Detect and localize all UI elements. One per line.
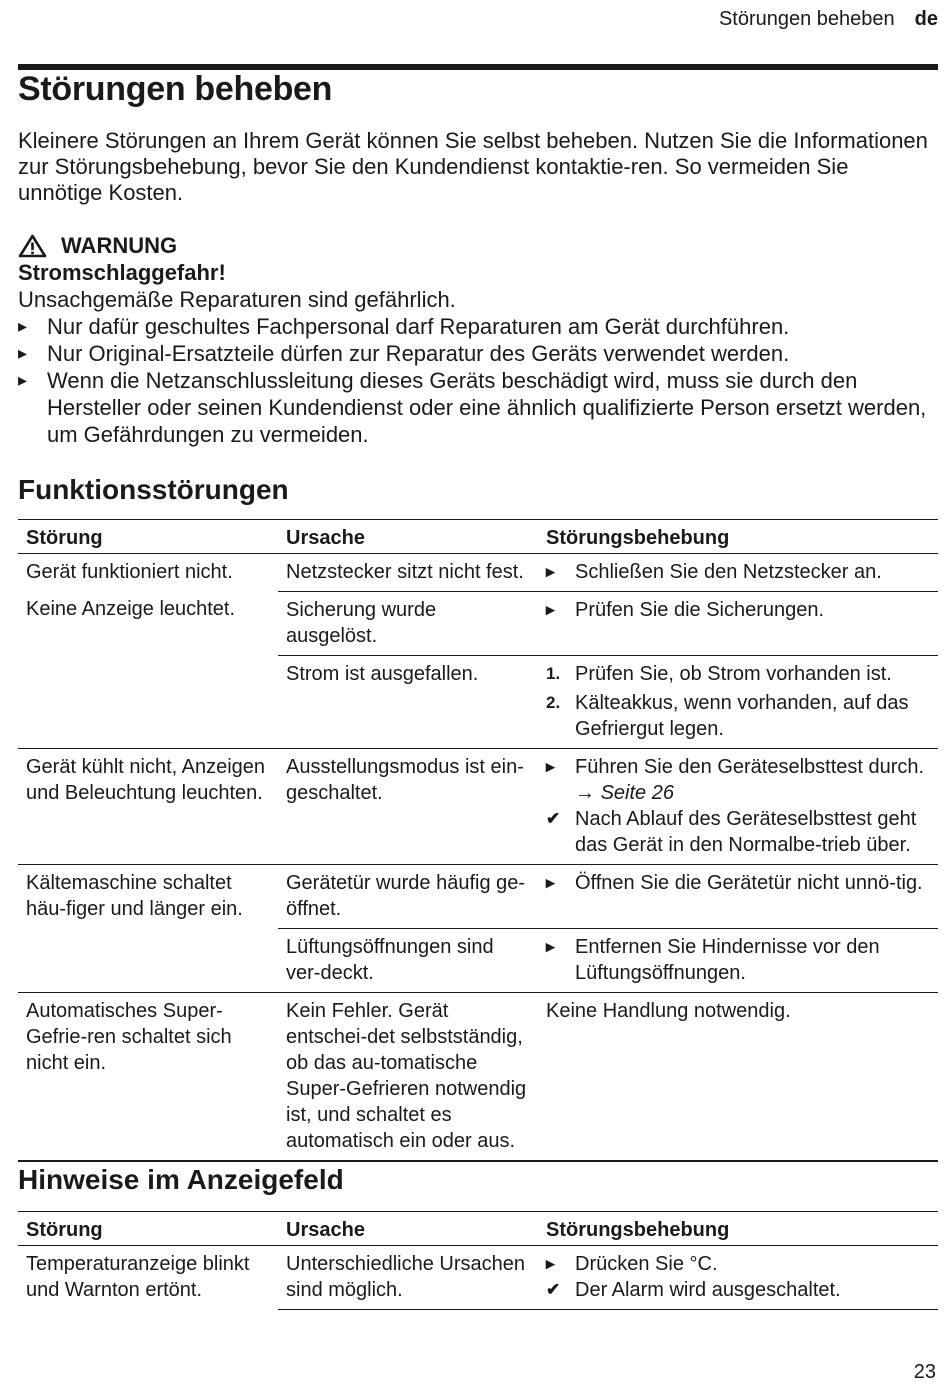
remedy-text: Entfernen Sie Hindernisse vor den Lüftungsöffnungen. (575, 936, 880, 984)
check-icon: ✔ (546, 809, 561, 828)
remedy-cell (538, 1246, 938, 1310)
functional-table (18, 519, 938, 1162)
cause-cell: Gerätetür wurde häufig ge-öffnet. (278, 865, 538, 929)
remedy-cell (538, 592, 938, 656)
cause-cell: Kein Fehler. Gerät entschei-det selbstständig, ob das au-tomatische Super-Gefrieren notwendig ist, und schaltet es automatisch ein oder aus. (286, 1000, 527, 1152)
remedy-cell (538, 554, 938, 592)
display-hints-table (18, 1211, 938, 1310)
check-icon: ✔ (546, 1280, 561, 1299)
arrow-bullet-icon: ▸ (546, 1254, 555, 1273)
warning-title: Stromschlaggefahr! (18, 260, 226, 285)
remedy-text: Führen Sie den Geräteselbsttest durch. (575, 756, 925, 778)
page-reference-link[interactable]: Seite 26 (600, 782, 674, 804)
table-row (18, 865, 938, 929)
remedy-cell (538, 929, 938, 993)
arrow-bullet-icon: ▸ (546, 937, 555, 956)
arrow-bullet-icon: ▸ (546, 873, 555, 892)
remedy-text: Prüfen Sie, ob Strom vorhanden ist. (575, 663, 892, 685)
table-row (18, 749, 938, 865)
page-title: Störungen beheben (18, 70, 333, 108)
warning-bullet: ▸ Wenn die Netzanschlussleitung dieses Geräts beschädigt wird, muss sie durch den Hersteller oder seinen Kundendienst oder eine ähnlich qualifizierte Person ersetzt werden, um Gefährdungen zu vermeiden. (18, 367, 938, 448)
intro-paragraph: Kleinere Störungen an Ihrem Gerät können Sie selbst beheben. Nutzen Sie die Informationen zur Störungsbehebung, bevor Sie den Kundendienst kontaktie-ren. So vermeiden Sie unnötige Kosten. (18, 128, 928, 205)
remedy-cell (538, 656, 938, 749)
symptom-cell: Gerät kühlt nicht, Anzeigen und Beleuchtung leuchten. (18, 749, 278, 865)
arrow-bullet-icon: ▸ (546, 600, 555, 619)
cause-cell: Sicherung wurde ausgelöst. (278, 592, 538, 656)
page-reference-arrow-icon: → (575, 782, 595, 804)
remedy-text: Öffnen Sie die Gerätetür nicht unnö-tig. (575, 872, 923, 894)
remedy-text: Kälteakkus, wenn vorhanden, auf das Gefriergut legen. (575, 692, 909, 740)
running-title: Störungen beheben (718, 8, 895, 30)
table-row (18, 1246, 938, 1310)
remedy-cell (538, 865, 938, 929)
symptom-cell (18, 554, 278, 749)
symptom-text: Gerät funktioniert nicht. (26, 561, 233, 583)
result-text: Der Alarm wird ausgeschaltet. (575, 1279, 841, 1301)
remedy-text: Drücken Sie (575, 1253, 684, 1275)
step-number: 2. (546, 693, 561, 712)
functional-heading: Funktionsstörungen (18, 474, 289, 505)
symptom-cell: Automatisches Super-Gefrie-ren schaltet sich nicht ein. (26, 1000, 232, 1074)
result-text: Nach Ablauf des Geräteselbsttest geht das Gerät in den Normalbe-trieb über. (575, 808, 917, 856)
cause-cell: Ausstellungsmodus ist ein-geschaltet. (278, 749, 538, 865)
warning-bullet: ▸ Nur Original-Ersatzteile dürfen zur Reparatur des Geräts verwendet werden. (18, 340, 938, 367)
display-hints-heading: Hinweise im Anzeigefeld (18, 1164, 344, 1195)
column-header: Störungsbehebung (538, 1212, 938, 1246)
warning-header (18, 232, 938, 259)
warning-label: WARNUNG (61, 233, 178, 258)
remedy-cell: Keine Handlung notwendig. (546, 1000, 791, 1022)
symptom-cell: Kältemaschine schaltet häu-figer und länger ein. (18, 865, 278, 993)
cause-cell: Unterschiedliche Ursachen sind möglich. (278, 1246, 538, 1310)
warning-bullet: ▸ Nur dafür geschultes Fachpersonal darf Reparaturen am Gerät durchführen. (18, 313, 938, 340)
cause-cell: Lüftungsöffnungen sind ver-deckt. (278, 929, 538, 993)
cause-cell: Netzstecker sitzt nicht fest. (278, 554, 538, 592)
language-code: de (914, 8, 938, 30)
cause-cell: Strom ist ausgefallen. (278, 656, 538, 749)
column-header: Störung (18, 520, 278, 554)
column-header: Ursache (278, 520, 538, 554)
page-number: 23 (913, 1361, 936, 1383)
arrow-bullet-icon: ▸ (546, 757, 555, 776)
table-row (18, 554, 938, 592)
remedy-text: Schließen Sie den Netzstecker an. (575, 561, 882, 583)
remedy-text: Prüfen Sie die Sicherungen. (575, 599, 825, 621)
column-header: Störung (18, 1212, 278, 1246)
warning-list (18, 313, 938, 448)
column-header: Störungsbehebung (538, 520, 938, 554)
remedy-cell (538, 749, 938, 865)
table-row (18, 993, 938, 1161)
warning-triangle-icon (18, 234, 47, 258)
symptom-text: Keine Anzeige leuchtet. (26, 598, 236, 620)
step-number: 1. (546, 664, 561, 683)
arrow-bullet-icon: ▸ (546, 562, 555, 581)
table-header-row (18, 520, 938, 554)
column-header: Ursache (278, 1212, 538, 1246)
symptom-cell: Temperaturanzeige blinkt und Warnton ertönt. (26, 1253, 250, 1301)
warning-box (18, 232, 938, 448)
warning-text: Unsachgemäße Reparaturen sind gefährlich. (18, 287, 456, 312)
running-header (719, 8, 938, 31)
celsius-button-symbol: °C (689, 1253, 712, 1275)
remedy-text: . (711, 1253, 718, 1275)
table-header-row (18, 1212, 938, 1246)
